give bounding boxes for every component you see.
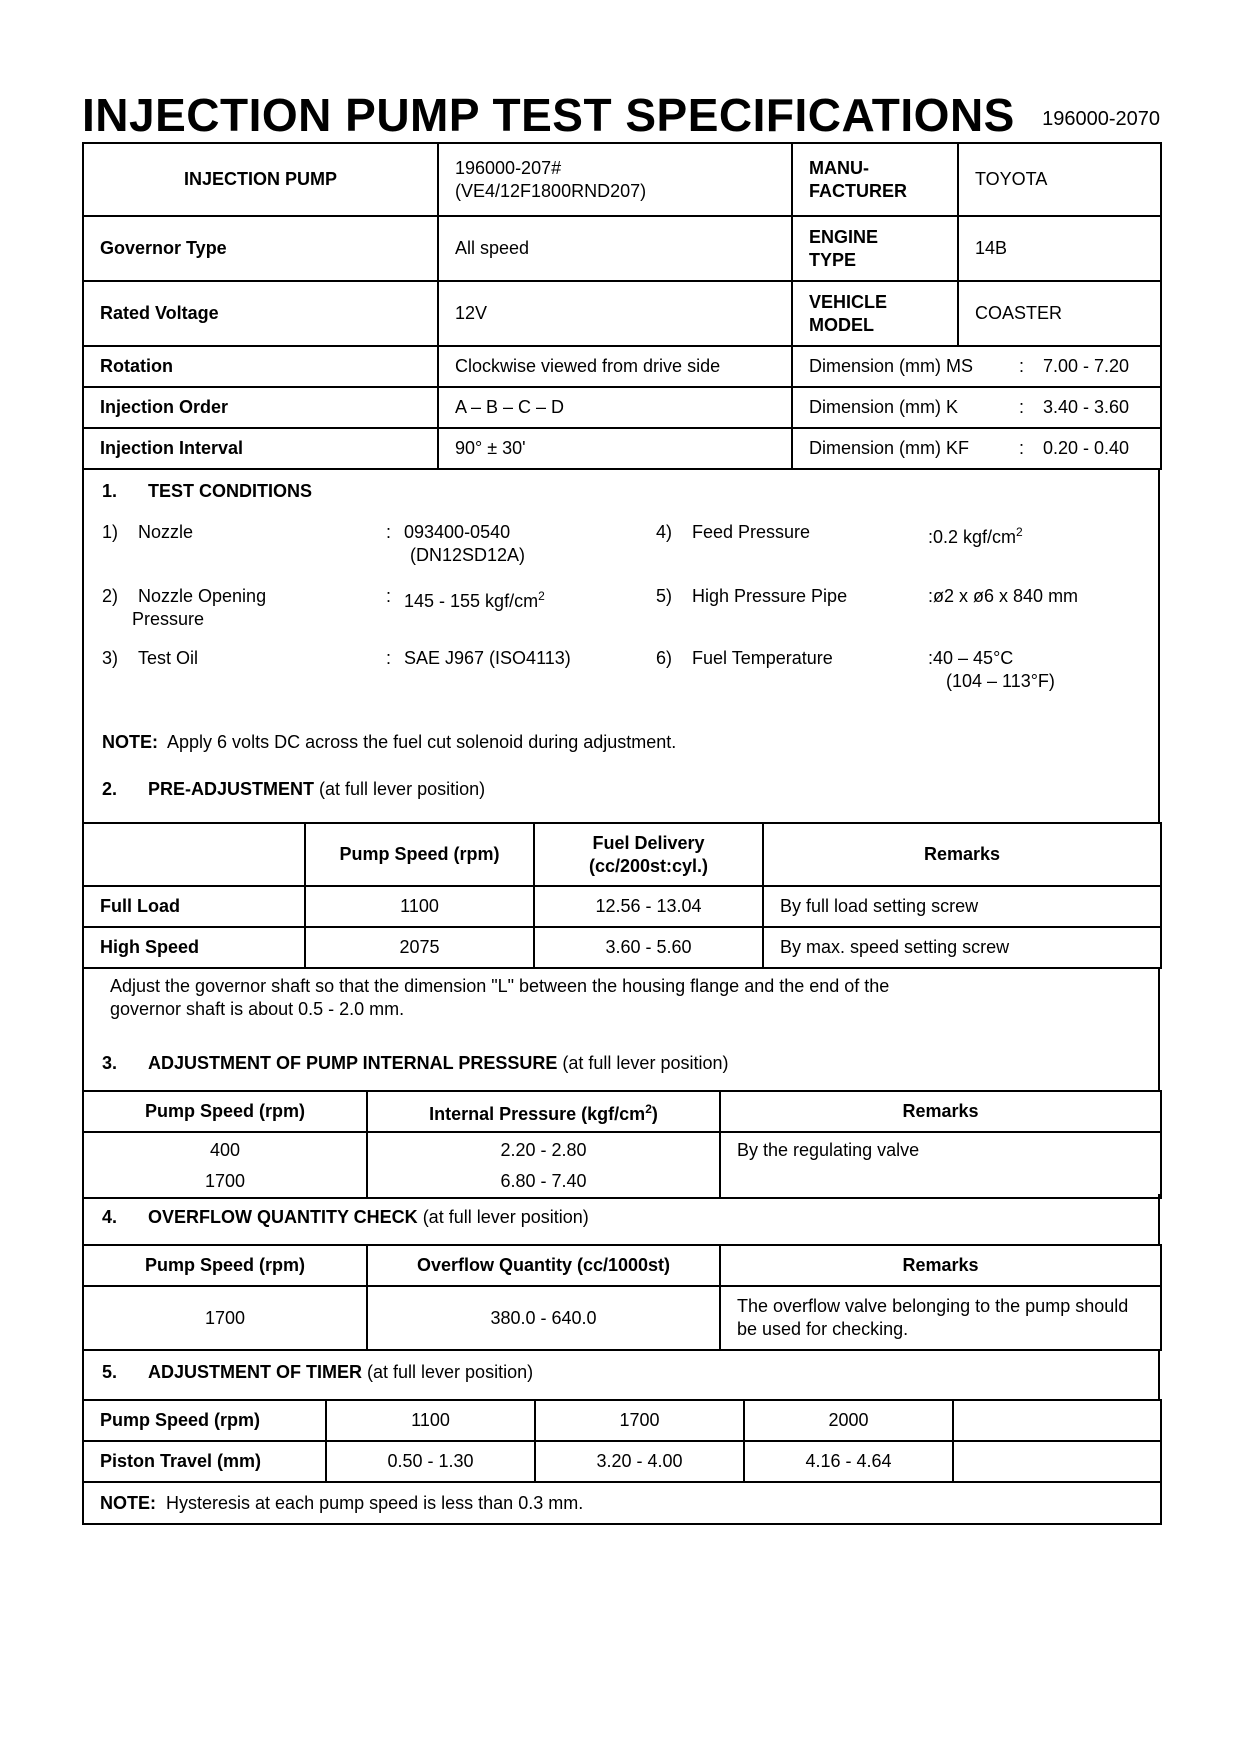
condition-6-number: 6): [656, 648, 673, 668]
section-1-heading: 1. TEST CONDITIONS: [102, 481, 313, 501]
condition-colon: :: [386, 586, 392, 606]
condition-colon: :: [386, 648, 392, 668]
pump-label: INJECTION PUMP: [83, 143, 438, 216]
condition-2-value: 145 - 155 kgf/$cm^2$: [404, 589, 545, 611]
timer-heading-section: [82, 1349, 1160, 1401]
table-row: 400 1700 2.20 - 2.80 6.80 - 7.40 By the regulating valve: [83, 1132, 1161, 1198]
col-pump-speed: Pump Speed (rpm): [305, 823, 534, 886]
pre-adjustment-table: [82, 822, 1162, 969]
condition-1-value: 093400-0540 (DN12SD12A): [404, 522, 526, 565]
condition-5-label: High Pressure Pipe: [692, 586, 848, 606]
col-overflow-quantity: Overflow Quantity (cc/1000st): [367, 1245, 720, 1286]
col-fuel-delivery: Fuel Delivery (cc/200st:cyl.): [534, 823, 763, 886]
condition-4-number: 4): [656, 522, 673, 542]
note-1: NOTE: Apply 6 volts DC across the fuel cut solenoid during adjustment.: [102, 732, 677, 752]
governor-label: Governor Type: [83, 216, 438, 281]
section-5-heading: 5. ADJUSTMENT OF TIMER (at full lever position): [102, 1362, 534, 1382]
hysteresis-note: NOTE: Hysteresis at each pump speed is less than 0.3 mm.: [83, 1482, 1161, 1524]
condition-3-value: SAE J967 (ISO4113): [404, 648, 571, 668]
interval-label: Injection Interval: [83, 428, 438, 469]
col-internal-pressure: Internal Pressure $(kgf/cm^2)$: [367, 1091, 720, 1132]
condition-6-label: Fuel Temperature: [692, 648, 833, 668]
dimension-k: Dimension (mm) K : 3.40 - 3.60: [792, 387, 1161, 428]
section-4-heading: 4. OVERFLOW QUANTITY CHECK (at full lever position): [102, 1207, 589, 1227]
condition-1-label: Nozzle: [138, 522, 194, 542]
condition-3-number: 3): [102, 648, 119, 668]
condition-5-value: :ø2 x ø6 x 840 mm: [928, 586, 1079, 606]
manufacturer-label: MANU- FACTURER: [792, 143, 958, 216]
section-3-heading: 3. ADJUSTMENT OF PUMP INTERNAL PRESSURE (at full lever position): [102, 1053, 729, 1073]
test-conditions-section: [82, 469, 1160, 822]
dimension-ms: Dimension (mm) MS : 7.00 - 7.20: [792, 346, 1161, 387]
table-row: Full Load 1100 12.56 - 13.04 By full load setting screw: [83, 886, 1161, 927]
condition-1-number: 1): [102, 522, 119, 542]
table-row: Pump Speed (rpm) 1100 1700 2000: [83, 1400, 1161, 1441]
order-label: Injection Order: [83, 387, 438, 428]
interval-value: 90° ± 30': [438, 428, 792, 469]
condition-6-value: :40 – 45°C (104 – 113°F): [928, 648, 1055, 691]
order-value: A – B – C – D: [438, 387, 792, 428]
table-row: 1700 380.0 - 640.0 The overflow valve belonging to the pump should be used for checking.: [83, 1286, 1161, 1350]
rotation-value: Clockwise viewed from drive side: [438, 346, 792, 387]
condition-2-label: Nozzle Opening Pressure: [132, 586, 267, 629]
voltage-value: 12V: [438, 281, 792, 346]
col-remarks: Remarks: [720, 1245, 1161, 1286]
condition-colon: :: [386, 522, 392, 542]
manufacturer-value: TOYOTA: [958, 143, 1161, 216]
spec-table: [82, 142, 1162, 470]
table-row: Piston Travel (mm) 0.50 - 1.30 3.20 - 4.00 4.16 - 4.64: [83, 1441, 1161, 1482]
internal-pressure-table: [82, 1090, 1162, 1199]
condition-2-number: 2): [102, 586, 119, 606]
engine-label: ENGINE TYPE: [792, 216, 958, 281]
overflow-table: [82, 1244, 1162, 1351]
overflow-heading-section: [82, 1194, 1160, 1246]
dimension-kf: Dimension (mm) KF : 0.20 - 0.40: [792, 428, 1161, 469]
condition-3-label: Test Oil: [138, 648, 199, 668]
governor-value: All speed: [438, 216, 792, 281]
engine-value: 14B: [958, 216, 1161, 281]
col-pump-speed: Pump Speed (rpm): [83, 1091, 367, 1132]
document-number: 196000-2070: [1042, 108, 1160, 130]
section-2-heading: 2. PRE-ADJUSTMENT (at full lever position): [102, 779, 486, 799]
timer-table: [82, 1399, 1162, 1525]
condition-4-label: Feed Pressure: [692, 522, 811, 542]
col-remarks: Remarks: [720, 1091, 1161, 1132]
governor-note: Adjust the governor shaft so that the dimension "L" between the housing flange and the end of the governor shaft is about 0.5 - 2.0 mm.: [110, 976, 890, 1019]
rotation-label: Rotation: [83, 346, 438, 387]
governor-note-section: [82, 967, 1160, 1092]
condition-4-value: :0.2 kgf/$cm^2$: [928, 525, 1023, 547]
table-row: High Speed 2075 3.60 - 5.60 By max. speed setting screw: [83, 927, 1161, 968]
vehicle-value: COASTER: [958, 281, 1161, 346]
voltage-label: Rated Voltage: [83, 281, 438, 346]
pump-value: 196000-207# (VE4/12F1800RND207): [438, 143, 792, 216]
col-remarks: Remarks: [763, 823, 1161, 886]
col-pump-speed: Pump Speed (rpm): [83, 1245, 367, 1286]
page-title: INJECTION PUMP TEST SPECIFICATIONS: [82, 89, 1015, 141]
vehicle-label: VEHICLE MODEL: [792, 281, 958, 346]
condition-5-number: 5): [656, 586, 673, 606]
